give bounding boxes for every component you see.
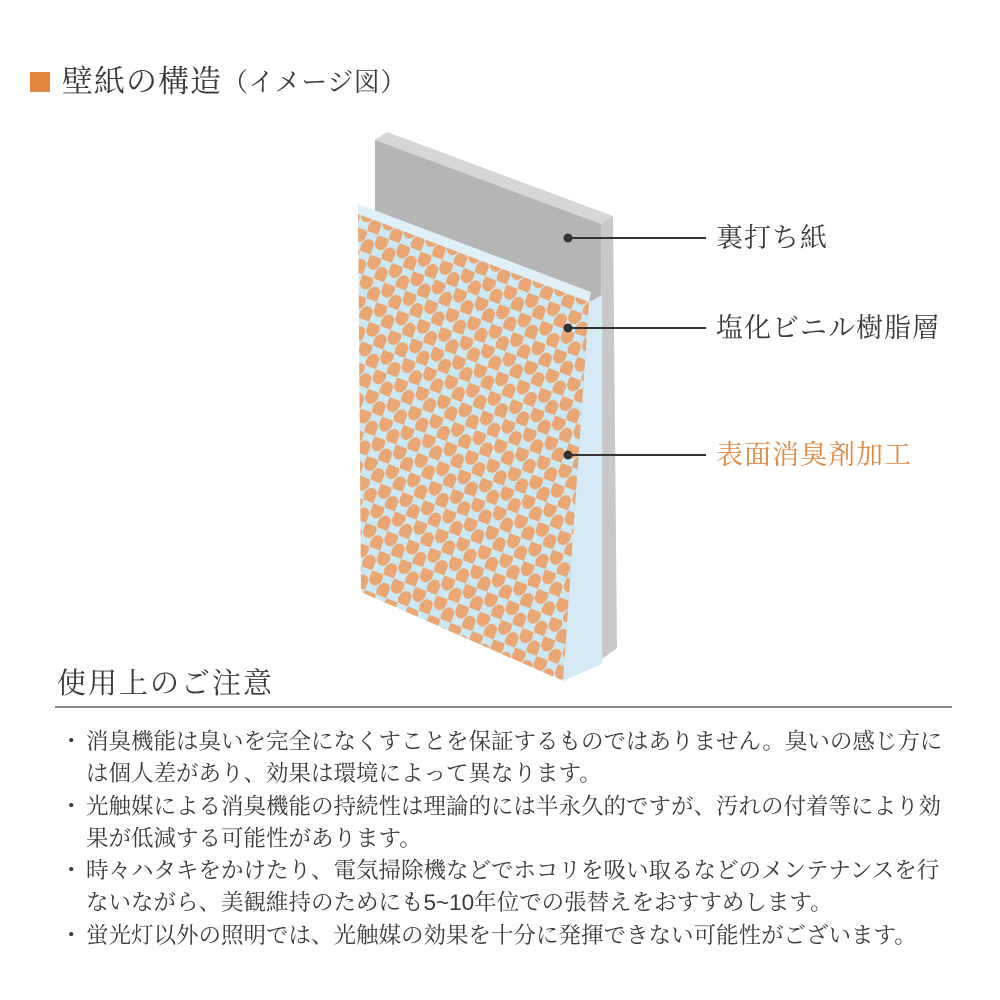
label-backing-paper: 裏打ち紙 — [716, 223, 828, 253]
backing-paper-side-edge — [601, 216, 617, 659]
notice-item-text: 消臭機能は臭いを完全になくすことを保証するものではありません。臭いの感じ方には個人差があり、効果は環境によって異なります。 — [86, 729, 943, 787]
bullet-marker: ・ — [60, 793, 83, 819]
bullet-marker: ・ — [60, 922, 83, 948]
notice-item — [60, 855, 944, 920]
notice-heading: 使用上のご注意 — [57, 668, 275, 700]
page-title-suffix: （イメージ図） — [222, 67, 407, 97]
notice-list — [60, 726, 944, 952]
leader-dot-vinyl-resin — [564, 324, 573, 333]
bullet-marker: ・ — [60, 858, 83, 884]
leader-dot-deodorizer — [564, 451, 573, 460]
label-surface-deodorizer-treatment: 表面消臭剤加工 — [716, 440, 912, 470]
notice-item — [60, 920, 944, 952]
notice-item — [60, 726, 944, 791]
bullet-marker: ・ — [60, 729, 83, 754]
notice-divider — [55, 706, 952, 708]
notice-item-text: 時々ハタキをかけたり、電気掃除機などでホコリを吸い取るなどのメンテナンスを行ないながら、美観維持のためにも5~10年位での張替えをおすすめします。 — [86, 858, 940, 916]
notice-item-text: 蛍光灯以外の照明では、光触媒の効果を十分に発揮できない可能性がございます。 — [86, 922, 917, 948]
label-vinyl-chloride-resin-layer: 塩化ビニル樹脂層 — [716, 313, 940, 343]
notice-item-text: 光触媒による消臭機能の持続性は理論的には半永久的ですが、汚れの付着等により効果が低減する可能性があります。 — [86, 793, 942, 851]
notice-item — [60, 791, 944, 856]
leader-dot-backing-paper — [564, 234, 573, 243]
page-title: 壁紙の構造 — [62, 64, 222, 99]
